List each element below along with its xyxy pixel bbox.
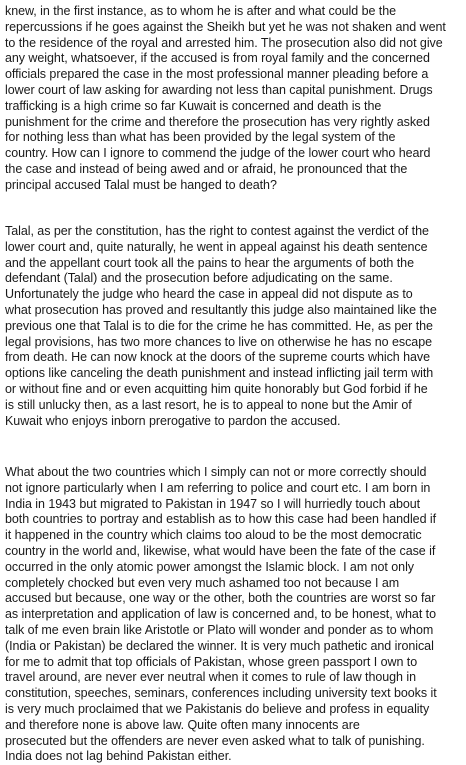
text-line: repercussions if he goes against the Sheikh but yet he was not shaken and went (5, 19, 446, 34)
text-line: India does not lag behind Pakistan either. (5, 749, 232, 764)
paragraph-india-pakistan (5, 465, 466, 765)
text-line: Unfortunately the judge who heard the case in appeal did not dispute as to (5, 287, 413, 302)
text-line: the case and instead of being awed and or afraid, he pronounced that the (5, 161, 408, 176)
text-line: talk of me even brain like Aristotle or Plato will wonder and ponder as to whom (5, 622, 434, 637)
text-line: constitution, speeches, seminars, conferences including university text books it (5, 686, 437, 701)
text-line: legal provisions, has two more chances to live on otherwise he has no escape (5, 334, 432, 349)
text-line: lower court of law asking for awarding not less than capital punishment. Drugs (5, 82, 433, 97)
text-line: not ignore particularly when I am referring to police and court etc. I am born in (5, 480, 431, 495)
text-line: officials prepared the case in the most professional manner pleading before a (5, 67, 429, 82)
text-line: completely chocked but even very much ashamed too not because I am (5, 575, 400, 590)
text-line: what prosecution has proved and resultantly this judge also maintained like the (5, 302, 437, 317)
text-line: and therefore none is above law. Quite often many innocents are (5, 717, 360, 732)
text-line: both countries to portray and establish as to how this case had been handled if (5, 512, 437, 527)
text-line: accused but because, one way or the other, both the countries are worst so far (5, 591, 436, 606)
text-line: defendant (Talal) and the prosecution before adjudicating on the same. (5, 271, 393, 286)
text-line: previous one that Talal is to die for the crime he has committed. He, as per the (5, 318, 433, 333)
text-line: knew, in the first instance, as to whom he is after and what could be the (5, 4, 397, 18)
text-line: is still unlucky then, as a last resort, he is to appeal to none but the Amir of (5, 397, 412, 412)
text-line: India in 1943 but migrated to Pakistan in 1947 so I will hurriedly touch about (5, 496, 421, 511)
text-line: Kuwait who enjoys inborn prerogative to pardon the accused. (5, 413, 341, 428)
text-line: from death. He can now knock at the doors of the supreme courts which have (5, 350, 430, 365)
text-line: What about the two countries which I simply can not or more correctly should (5, 465, 427, 479)
text-line: any weight, whatsoever, if the accused is from royal family and the concerned (5, 51, 430, 66)
text-line: as interpretation and application of law is concerned and, to be honest, what to (5, 607, 437, 622)
paragraph-talal-appeal (5, 224, 466, 429)
text-line: occurred in the only atomic power amongst the Islamic block. I am not only (5, 559, 414, 574)
text-line: country. How can I ignore to commend the judge of the lower court who heard (5, 146, 431, 161)
text-line: (India or Pakistan) be declared the winner. It is very much pathetic and ironical (5, 638, 434, 653)
text-line: for me to admit that top officials of Pakistan, whose green passport I own to (5, 654, 418, 669)
text-line: options like canceling the death punishment and instead inflicting jail term with (5, 366, 434, 381)
text-line: punishment for the crime and therefore the prosecution has very rightly asked (5, 114, 430, 129)
text-line: trafficking is a high crime so far Kuwait is concerned and death is the (5, 98, 382, 113)
text-line: for nothing less than what has been provided by the legal system of the (5, 130, 396, 145)
text-line: country in the world and, likewise, what would have been the fate of the case if (5, 543, 436, 558)
text-line: is very much proclaimed that we Pakistanis do believe and profess in equality (5, 701, 430, 716)
text-line: prosecuted but the offenders are never even asked what to talk of punishing. (5, 733, 425, 748)
text-line: or without fine and or even acquitting him quite honorably but God forbid if he (5, 381, 428, 396)
text-line: it happened in the country which claims too aloud to be the most democratic (5, 528, 422, 543)
text-line: Talal, as per the constitution, has the right to contest against the verdict of the (5, 224, 429, 238)
text-line: lower court and, quite naturally, he went in appeal against his death sentence (5, 239, 428, 254)
text-line: and the appellant court took all the pains to hear the arguments of both the (5, 255, 414, 270)
text-line: travel around, are never ever neutral when it comes to rule of law though in (5, 670, 417, 685)
text-line: to the residence of the royal and arrested him. The prosecution also did not give (5, 35, 443, 50)
paragraph-kuwait-prosecution (5, 4, 466, 194)
text-line: principal accused Talal must be hanged to death? (5, 177, 277, 192)
